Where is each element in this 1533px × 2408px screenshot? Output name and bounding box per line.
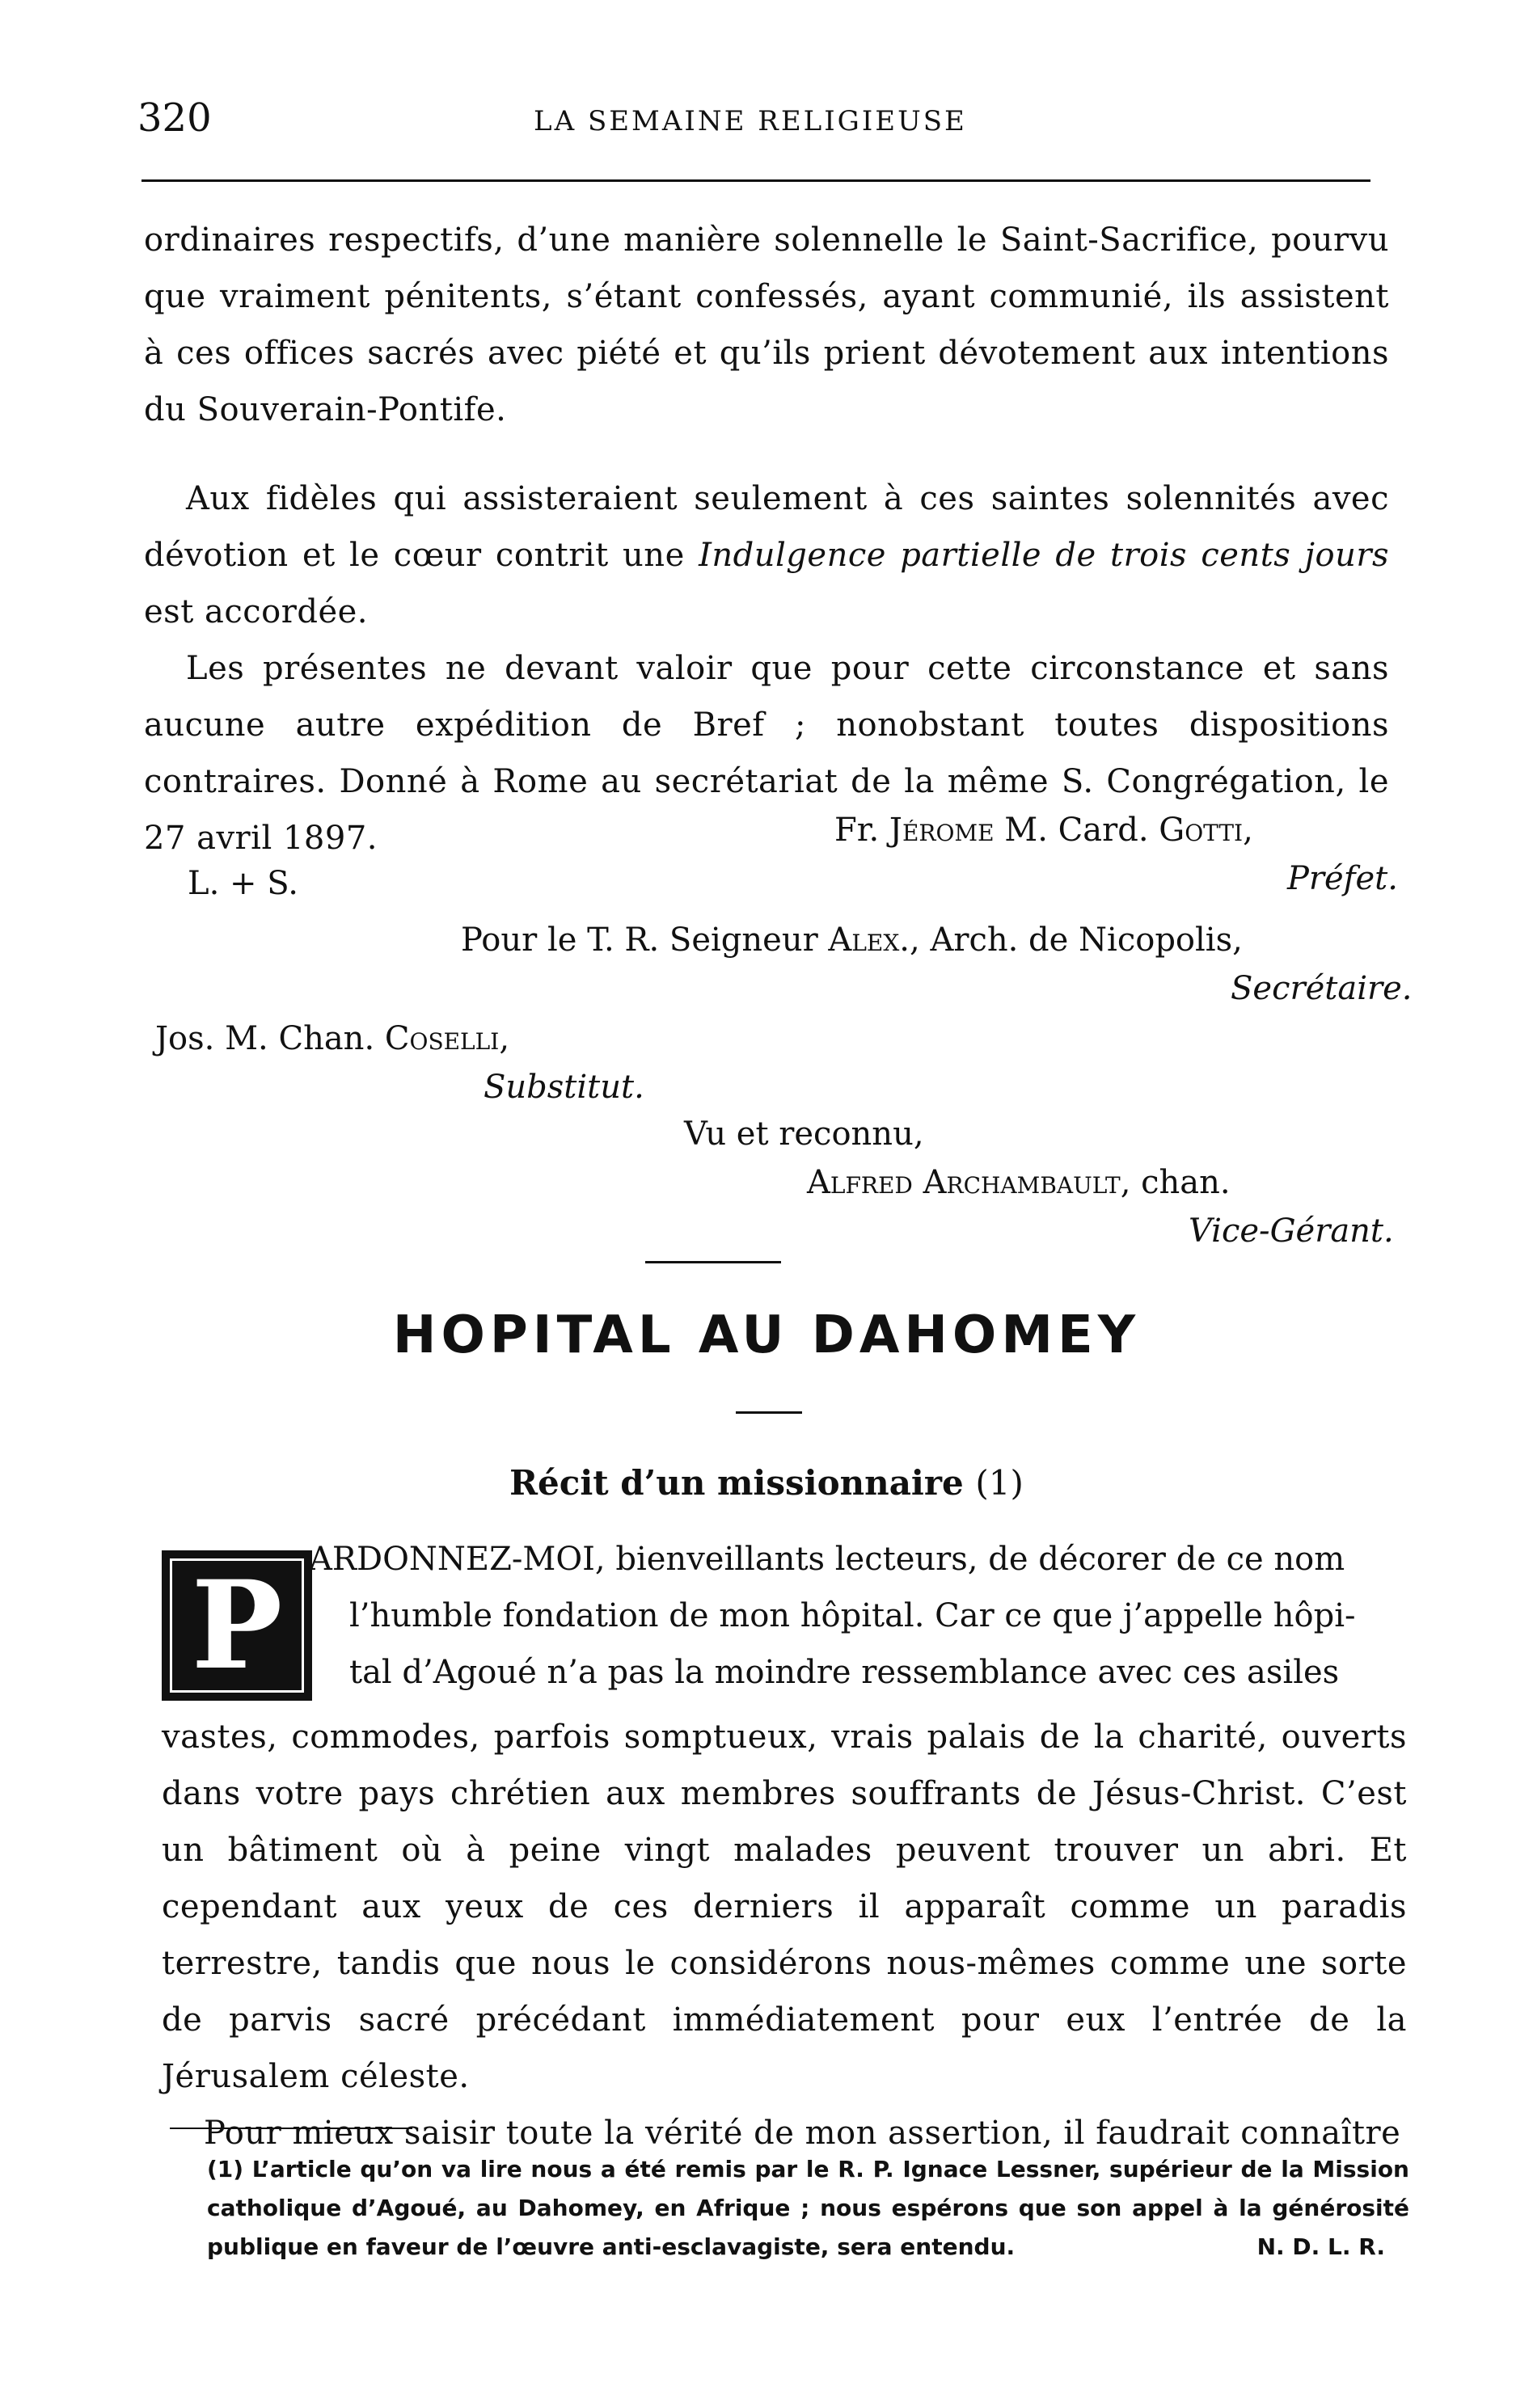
sig-text: Jos. M. Chan. C (155, 1020, 410, 1057)
sig-text: , (499, 1020, 510, 1057)
article-line-1: ARDONNEZ-MOI, bienveillants lecteurs, de décorer de ce nom (309, 1541, 1345, 1578)
page-number: 320 (137, 95, 212, 141)
article-subtitle (0, 1463, 1533, 1503)
indulgence-italic: Indulgence partielle de trois cents jours (699, 537, 1389, 574)
dropcap-letter: P (191, 1554, 283, 1697)
signature-archambault (807, 1164, 1231, 1201)
sig-text: A (912, 1164, 947, 1201)
title-vice-gerant: Vice-Gérant. (1189, 1212, 1394, 1250)
footnote-reference: (1) (975, 1463, 1024, 1503)
paragraph-3-text: Les présentes ne devant valoir que pour cette circonstance et sans aucune autre expédition de Bref ; nonobstant toutes dispositions contraires. Donné à Rome au secrétariat de la même S. Congrégation, le 27 avril 1897. (144, 650, 1389, 857)
footnote (168, 2150, 1409, 2267)
sig-text: Fr. J (834, 812, 902, 849)
article-body (162, 1709, 1407, 2161)
sig-text: otti (1185, 812, 1244, 849)
article-line-3: tal d’Agoué n’a pas la moindre ressemblance avec ces asiles (349, 1654, 1340, 1691)
signature-coselli (155, 1020, 509, 1057)
title-substitut: Substitut. (484, 1069, 644, 1106)
paragraph-3 (144, 608, 1389, 899)
sig-text: lfred (830, 1164, 913, 1201)
paragraph-2-start: Aux fidèles qui assisteraient seulement à ces saintes solennités avec dévotion et le cœur contrit une (144, 480, 1389, 574)
footnote-signature: N. D. L. R. (1256, 2233, 1385, 2260)
sig-text: , (1243, 812, 1253, 849)
footnote-rule (170, 2128, 412, 2129)
sig-text: lex (851, 921, 900, 959)
dropcap-initial (162, 1550, 312, 1701)
running-title: LA SEMAINE RELIGIEUSE (534, 105, 967, 137)
article-line-2: l’humble fondation de mon hôpital. Car ce que j’appelle hôpi- (349, 1597, 1356, 1634)
seal-mark: L. + S. (188, 865, 298, 902)
sig-text: rchambault (946, 1164, 1121, 1201)
paragraph-1-text: ordinaires respectifs, d’une manière solennelle le Saint-Sacrifice, pourvu que vraiment pénitents, s’étant confessés, ayant communié, ils assistent à ces offices sacrés avec piété et qu’ils prient dévotement aux intentions du Souverain-Pontife. (144, 221, 1389, 428)
paragraph-1 (144, 212, 1389, 438)
signature-gotti (834, 812, 1253, 849)
page-header (137, 95, 1391, 152)
article-paragraph-2: Pour mieux saisir toute la vérité de mon assertion, il faudrait connaître (204, 2115, 1401, 2152)
paragraph-2-end: est accordée. (144, 593, 369, 630)
signature-pour (461, 921, 1243, 959)
sig-text: oselli (409, 1020, 500, 1057)
sig-text: , chan. (1120, 1164, 1231, 1201)
title-prefet: Préfet. (1287, 860, 1398, 897)
title-secretaire: Secrétaire. (1231, 970, 1413, 1007)
article-title: HOPITAL AU DAHOMEY (392, 1305, 1141, 1365)
sig-text: ., Arch. de Nicopolis, (899, 921, 1243, 959)
title-divider (736, 1411, 802, 1414)
sig-text: M. Card. G (994, 812, 1185, 849)
vu-et-reconnu: Vu et reconnu, (684, 1115, 924, 1153)
section-divider (645, 1261, 781, 1263)
subtitle-text: Récit d’un missionnaire (509, 1463, 964, 1503)
sig-text: érome (902, 812, 995, 849)
article-paragraph-1: vastes, commodes, parfois somptueux, vrais palais de la charité, ouverts dans votre pays chrétien aux membres souffrants de Jésus-Christ. C’est un bâtiment où à peine vingt malades peuvent trouver un abri. Et cependant aux yeux de ces derniers il apparaît comme un paradis terrestre, tandis que nous le considérons nous-mêmes comme une sorte de parvis sacré précédant immédiatement pour eux l’entrée de la Jérusalem céleste. (162, 1718, 1407, 2095)
footnote-text: (1) L’article qu’on va lire nous a été remis par le R. P. Ignace Lessner, supérieur de la Mission catholique d’Agoué, au Dahomey, en Afrique ; nous espérons que son appel à la générosité publique en faveur de l’œuvre anti-esclavagiste, sera entendu. (207, 2156, 1409, 2260)
sig-text: A (807, 1164, 830, 1201)
header-rule (141, 179, 1370, 182)
sig-text: Pour le T. R. Seigneur A (461, 921, 852, 959)
